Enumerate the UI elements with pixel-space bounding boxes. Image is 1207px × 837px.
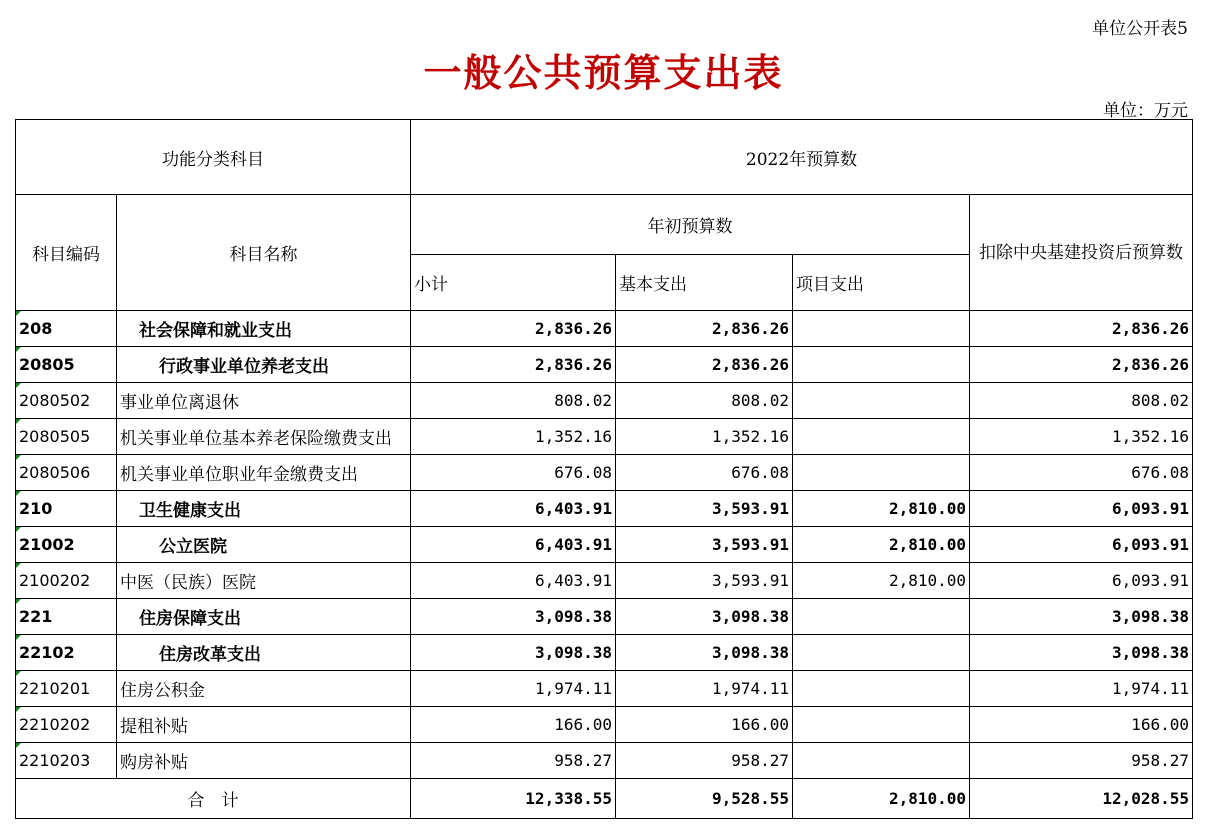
total-label: 合 计 — [16, 779, 411, 819]
row-excl-central: 6,093.91 — [970, 527, 1193, 563]
row-code: 221 — [16, 599, 117, 635]
row-name: 事业单位离退休 — [117, 383, 411, 419]
total-excl-central: 12,028.55 — [970, 779, 1193, 819]
row-name: 住房公积金 — [117, 671, 411, 707]
row-basic: 808.02 — [616, 383, 793, 419]
row-code: 2080505 — [16, 419, 117, 455]
header-initial-budget: 年初预算数 — [411, 195, 970, 255]
row-project — [793, 347, 970, 383]
row-basic: 3,098.38 — [616, 635, 793, 671]
row-name: 社会保障和就业支出 — [117, 311, 411, 347]
row-project — [793, 419, 970, 455]
row-project — [793, 707, 970, 743]
table-row — [16, 707, 1193, 743]
row-excl-central: 3,098.38 — [970, 635, 1193, 671]
row-code: 21002 — [16, 527, 117, 563]
row-subtotal: 2,836.26 — [411, 347, 616, 383]
row-name: 行政事业单位养老支出 — [117, 347, 411, 383]
row-subtotal: 3,098.38 — [411, 599, 616, 635]
row-basic: 3,593.91 — [616, 491, 793, 527]
row-basic: 3,593.91 — [616, 527, 793, 563]
row-basic: 3,098.38 — [616, 599, 793, 635]
row-project — [793, 383, 970, 419]
total-subtotal: 12,338.55 — [411, 779, 616, 819]
table-row — [16, 635, 1193, 671]
table-row — [16, 455, 1193, 491]
row-code: 2080506 — [16, 455, 117, 491]
row-code: 2210203 — [16, 743, 117, 779]
row-excl-central: 676.08 — [970, 455, 1193, 491]
row-subtotal: 676.08 — [411, 455, 616, 491]
header-project: 项目支出 — [793, 255, 970, 311]
row-name: 公立医院 — [117, 527, 411, 563]
row-code: 2210201 — [16, 671, 117, 707]
budget-table — [15, 119, 1193, 819]
header-subtotal: 小计 — [411, 255, 616, 311]
row-excl-central: 6,093.91 — [970, 563, 1193, 599]
row-basic: 1,352.16 — [616, 419, 793, 455]
row-code: 20805 — [16, 347, 117, 383]
table-row — [16, 527, 1193, 563]
row-basic: 2,836.26 — [616, 347, 793, 383]
row-project: 2,810.00 — [793, 491, 970, 527]
row-subtotal: 6,403.91 — [411, 563, 616, 599]
row-excl-central: 3,098.38 — [970, 599, 1193, 635]
row-excl-central: 2,836.26 — [970, 311, 1193, 347]
row-code: 2100202 — [16, 563, 117, 599]
table-row — [16, 347, 1193, 383]
row-code: 2080502 — [16, 383, 117, 419]
table-row — [16, 599, 1193, 635]
table-row — [16, 311, 1193, 347]
total-basic: 9,528.55 — [616, 779, 793, 819]
row-basic: 3,593.91 — [616, 563, 793, 599]
header-basic: 基本支出 — [616, 255, 793, 311]
table-row — [16, 383, 1193, 419]
row-excl-central: 6,093.91 — [970, 491, 1193, 527]
row-subtotal: 6,403.91 — [411, 491, 616, 527]
row-subtotal: 6,403.91 — [411, 527, 616, 563]
header-code: 科目编码 — [16, 195, 117, 311]
row-excl-central: 1,974.11 — [970, 671, 1193, 707]
total-row — [16, 779, 1193, 819]
row-name: 住房保障支出 — [117, 599, 411, 635]
row-subtotal: 166.00 — [411, 707, 616, 743]
row-excl-central: 166.00 — [970, 707, 1193, 743]
row-excl-central: 958.27 — [970, 743, 1193, 779]
row-basic: 166.00 — [616, 707, 793, 743]
row-subtotal: 3,098.38 — [411, 635, 616, 671]
row-subtotal: 958.27 — [411, 743, 616, 779]
row-name: 购房补贴 — [117, 743, 411, 779]
row-subtotal: 1,352.16 — [411, 419, 616, 455]
unit-label: 单位：万元 — [1103, 101, 1188, 121]
page-title: 一般公共预算支出表 — [423, 51, 784, 95]
table-row — [16, 671, 1193, 707]
header-func-category: 功能分类科目 — [16, 120, 411, 195]
row-basic: 676.08 — [616, 455, 793, 491]
row-code: 210 — [16, 491, 117, 527]
row-basic: 1,974.11 — [616, 671, 793, 707]
row-project — [793, 599, 970, 635]
row-project: 2,810.00 — [793, 563, 970, 599]
header-name: 科目名称 — [117, 195, 411, 311]
row-project — [793, 635, 970, 671]
table-row — [16, 419, 1193, 455]
row-project — [793, 743, 970, 779]
row-name: 住房改革支出 — [117, 635, 411, 671]
row-excl-central: 808.02 — [970, 383, 1193, 419]
header-excl-central: 扣除中央基建投资后预算数 — [970, 195, 1193, 311]
row-basic: 2,836.26 — [616, 311, 793, 347]
table-tag: 单位公开表5 — [1092, 19, 1188, 39]
row-code: 22102 — [16, 635, 117, 671]
total-project: 2,810.00 — [793, 779, 970, 819]
header-budget-2022: 2022年预算数 — [411, 120, 1193, 195]
row-name: 提租补贴 — [117, 707, 411, 743]
table-row — [16, 563, 1193, 599]
row-code: 2210202 — [16, 707, 117, 743]
row-name: 机关事业单位职业年金缴费支出 — [117, 455, 411, 491]
row-basic: 958.27 — [616, 743, 793, 779]
row-name: 机关事业单位基本养老保险缴费支出 — [117, 419, 411, 455]
row-subtotal: 1,974.11 — [411, 671, 616, 707]
row-name: 中医（民族）医院 — [117, 563, 411, 599]
row-subtotal: 2,836.26 — [411, 311, 616, 347]
row-project — [793, 671, 970, 707]
row-project — [793, 311, 970, 347]
row-project — [793, 455, 970, 491]
table-row — [16, 743, 1193, 779]
row-excl-central: 1,352.16 — [970, 419, 1193, 455]
row-code: 208 — [16, 311, 117, 347]
row-subtotal: 808.02 — [411, 383, 616, 419]
row-project: 2,810.00 — [793, 527, 970, 563]
row-excl-central: 2,836.26 — [970, 347, 1193, 383]
table-row — [16, 491, 1193, 527]
row-name: 卫生健康支出 — [117, 491, 411, 527]
